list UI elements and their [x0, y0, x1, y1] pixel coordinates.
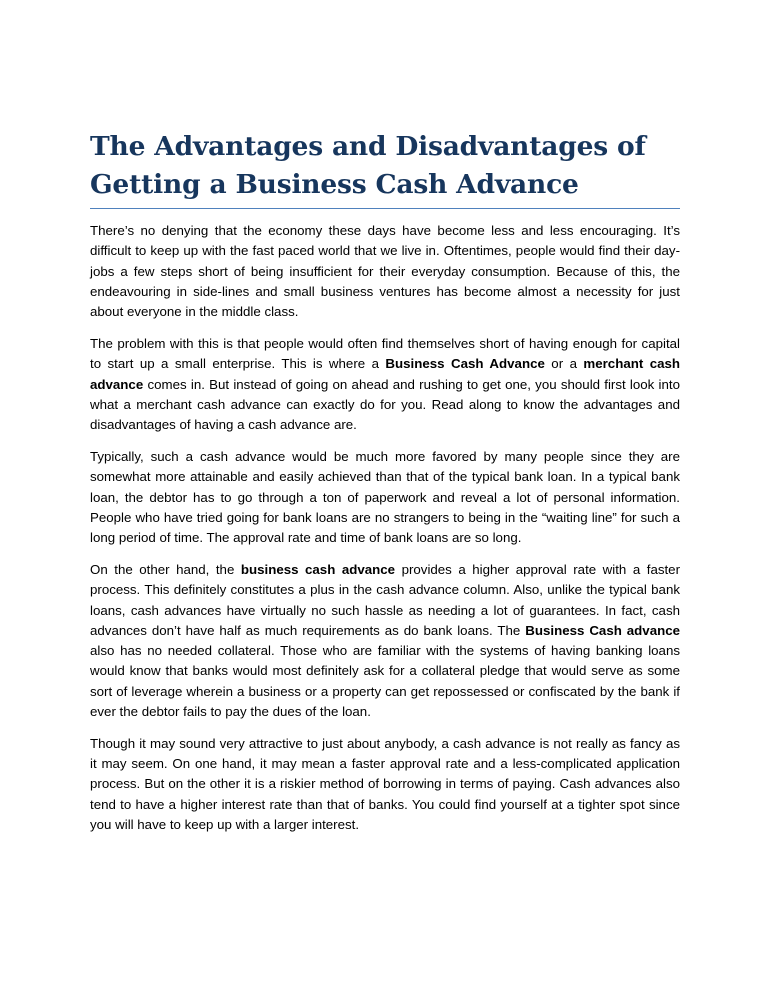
document-title [90, 128, 680, 209]
title-line-1: The Advantages and Disadvantages of [90, 131, 646, 162]
bold-business-cash-advance-lower: business cash advance [240, 561, 396, 577]
paragraph-5: Though it may sound very attractive to just about anybody, a cash advance is not really as fancy as it may seem. On one hand, it may mean a faster approval rate and a less-complicated application process. But on the other it is a riskier method of borrowing in terms of paying. Cash advances also tend to have a higher interest rate than that of banks. You could find yourself at a tighter spot since you will have to keep up with a larger interest. [90, 735, 680, 833]
document-page [90, 128, 680, 835]
paragraph-3: Typically, such a cash advance would be much more favored by many people since they are somewhat more attainable and easily achieved than that of the typical bank loan. In a typical bank loan, the debtor has to go through a ton of paperwork and reveal a lot of personal information. People who have tried going for bank loans are no strangers to being in the “waiting line” for such a long period of time. The approval rate and time of bank loans are so long. [90, 448, 680, 546]
paragraph-4: On the other hand, the business cash advance provides a higher approval rate with a faster process. This definitely constitutes a plus in the cash advance column. Also, unlike the typical bank loans, cash advances have virtually no such hassle as needing a lot of guarantees. In fact, cash advances don’t have half as much requirements as do bank loans. The Business Cash advance also has no needed collateral. Those who are familiar with the systems of having banking loans would know that banks would most definitely ask for a collateral pledge that would serve as some sort of leverage wherein a business or a property can get repossessed or confiscated by the bank if ever the debtor fails to pay the dues of the loan. [90, 561, 680, 720]
bold-business-cash-advance-2: Business Cash advance [525, 622, 680, 638]
paragraph-2: The problem with this is that people would often find themselves short of having enough for capital to start up a small enterprise. This is where a Business Cash Advance or a merchant cash advance comes in. But instead of going on ahead and rushing to get one, you should first look into what a merchant cash advance can exactly do for you. Read along to know the advantages and disadvantages of having a cash advance are. [90, 335, 681, 433]
title-line-2: Getting a Business Cash Advance [90, 169, 579, 200]
bold-merchant-cash-advance: merchant cash advance [90, 356, 681, 392]
paragraph-1: There’s no denying that the economy these days have become less and less encouraging. It’s difficult to keep up with the fast paced world that we live in. Oftentimes, people would find their day-jobs a few steps short of being insufficient for their everyday consumption. Because of this, the endeavouring in side-lines and small business ventures has become almost a necessity for just about everyone in the middle class. [90, 223, 680, 320]
bold-business-cash-advance: Business Cash Advance [385, 356, 545, 372]
